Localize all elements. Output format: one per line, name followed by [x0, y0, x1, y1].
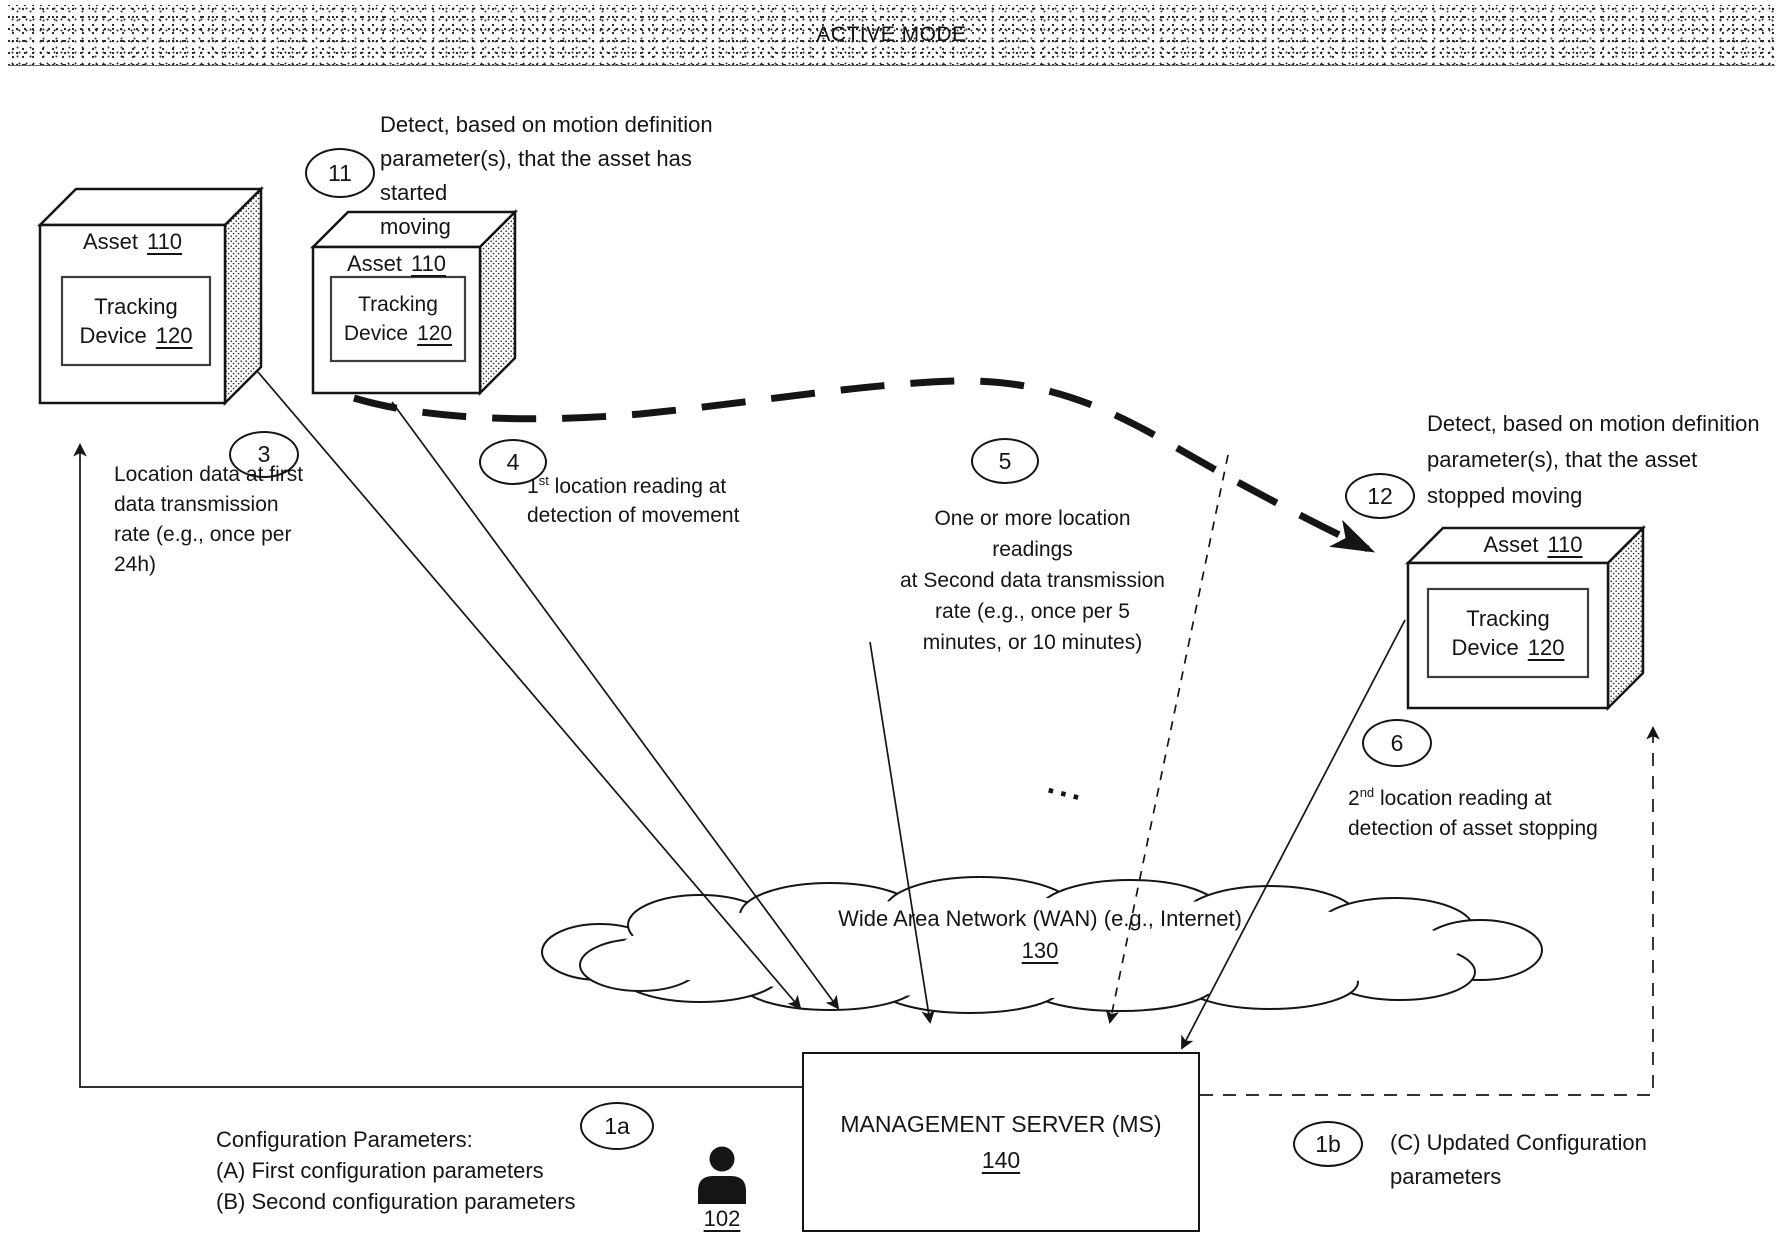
- wan-ref: 130: [1021, 938, 1059, 963]
- asset-1-title: Asset 110: [82, 229, 183, 254]
- step-circle-1b: 1b: [1293, 1121, 1363, 1167]
- user-ref: 102: [703, 1206, 741, 1231]
- user-icon-body: [698, 1176, 746, 1204]
- step-11-text: Detect, based on motion definition parameter(s), that the asset has started moving: [380, 112, 713, 239]
- user-icon: [698, 1147, 746, 1205]
- management-server-ref: 140: [981, 1146, 1021, 1173]
- asset-1-ref: 110: [146, 229, 183, 254]
- step-circle-1a: 1a: [580, 1102, 654, 1150]
- user-icon-head: [710, 1147, 735, 1172]
- active-mode-title: ACTIVE MODE: [816, 23, 967, 46]
- management-server-box: [802, 1052, 1200, 1232]
- asset-3-ref: 110: [1547, 532, 1583, 557]
- configuration-parameters-text: Configuration Parameters: (A) First configuration parameters (B) Second configuration parameters: [216, 1127, 576, 1214]
- active-mode-banner: [8, 5, 1775, 66]
- step-circle-12: 12: [1345, 473, 1415, 519]
- step-circle-5: 5: [971, 438, 1039, 484]
- step-circle-6: 6: [1362, 719, 1432, 767]
- asset-box-1-side-face: [225, 189, 261, 403]
- step-5-text: One or more location readings at Second data transmission rate (e.g., once per 5 minutes, or 10 minutes): [900, 507, 1165, 654]
- asset-box-1-top-face: [40, 189, 261, 225]
- ordinal-suffix: nd: [1359, 785, 1375, 800]
- device-3-ref: 120: [1527, 635, 1565, 660]
- step-6-text: 2nd location reading at detection of asset stopping: [1348, 785, 1598, 840]
- asset-3-title: Asset 110: [1483, 532, 1583, 557]
- tracking-device-2-label: Tracking Device 120: [343, 293, 453, 345]
- ordinal-suffix: st: [538, 473, 549, 488]
- user-ref-label: [695, 1206, 749, 1232]
- step-12-text: Detect, based on motion definition parameter(s), that the asset stopped moving: [1427, 411, 1760, 508]
- updated-configuration-text: (C) Updated Configuration parameters: [1390, 1130, 1647, 1189]
- more-readings-ellipsis: ...: [1044, 763, 1091, 809]
- step-circle-4: 4: [479, 439, 547, 485]
- tracking-device-3-label: Tracking Device 120: [1451, 606, 1565, 660]
- step-circle-11: 11: [305, 148, 375, 198]
- device-1-ref: 120: [155, 323, 193, 348]
- asset-2-ref: 110: [410, 251, 447, 276]
- asset-2-title: Asset 110: [346, 251, 447, 276]
- management-server-title: MANAGEMENT SERVER (MS): [840, 1110, 1162, 1137]
- step-4-text: 1st location reading at detection of movement: [527, 473, 740, 527]
- tracking-device-1-label: Tracking Device 120: [79, 294, 193, 348]
- device-2-ref: 120: [417, 322, 453, 345]
- step-circle-3: 3: [229, 431, 299, 478]
- step-3-text: Location data at first data transmission rate (e.g., once per 24h): [114, 463, 304, 576]
- wan-label: Wide Area Network (WAN) (e.g., Internet) 130: [838, 906, 1242, 963]
